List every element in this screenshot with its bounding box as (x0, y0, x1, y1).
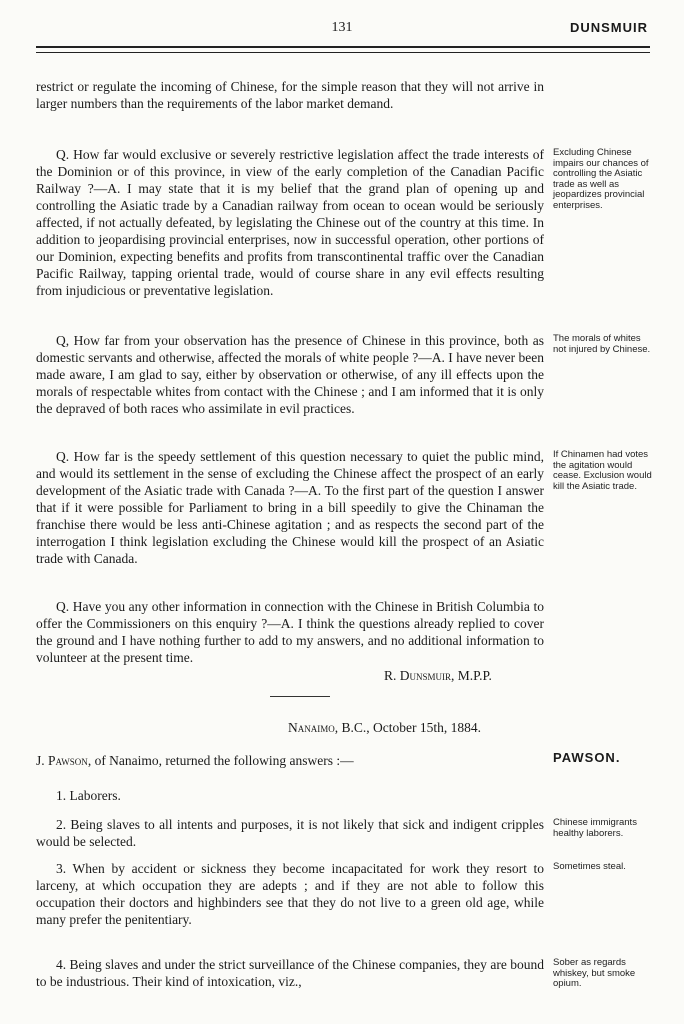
paragraph-text: Q. Have you any other information in connection with the Chinese in British Columbia to offer the Commissioners on this enquiry ?—A. I think the questions already replied to cover the ground and I have nothing further to add to my answers, and no additional information to volunteer at the present time. (36, 599, 544, 665)
question-settlement (36, 448, 544, 567)
margin-note: If Chinamen had votes the agitation would cease. Exclusion would kill the Asiatic trade. (553, 449, 652, 492)
witness-name: Pawson (48, 753, 88, 768)
intro-prefix: J. (36, 753, 49, 768)
answer-4 (36, 956, 544, 990)
paragraph-text: Q, How far from your observation has the presence of Chinese in this province, both as domestic servants and otherwise, affected the morals of white people ?—A. I have never been made aware, I am glad to say, either by observation or otherwise, of any ill effects upon the morals of respectable whites from contact with the Chinese ; and I am informed that it is only the depraved of both races who assimilate in evil practices. (36, 333, 544, 416)
paragraph-text: 3. When by accident or sickness they become incapacitated for work they resort to larceny, at which occupation they are adepts ; and if they are not able to follow this occupation their doctors and highbinders see that they do not live to a green old age, while many prefer the penitentiary. (36, 861, 544, 927)
answer-3 (36, 860, 544, 928)
paragraph-text: restrict or regulate the incoming of Chinese, for the simple reason that they will not arrive in larger numbers than the requirements of the labor market demand. (36, 79, 544, 111)
paragraph-continuation (36, 78, 544, 112)
speaker-heading: PAWSON. (553, 750, 621, 765)
paragraph-text: 4. Being slaves and under the strict surveillance of the Chinese companies, they are bound to be industrious. Their kind of intoxication, viz., (36, 957, 544, 989)
margin-note: Sober as regards whiskey, but smoke opium. (553, 957, 636, 989)
signature-suffix: , M.P.P. (451, 668, 492, 683)
answer-2 (36, 816, 544, 850)
answer-1 (36, 787, 544, 804)
question-other-information (36, 598, 544, 666)
question-trade-interests (36, 146, 544, 299)
intro-rest: , of Nanaimo, returned the following answers :— (87, 753, 354, 768)
page-number: 131 (331, 20, 353, 35)
witness-intro (36, 752, 544, 769)
header-rule (36, 46, 650, 53)
margin-note: Chinese immigrants healthy laborers. (553, 817, 637, 839)
paragraph-text (36, 752, 544, 769)
signature-name: R. Dunsmuir (384, 668, 452, 683)
dateline (288, 720, 481, 736)
signature (384, 668, 492, 684)
paragraph-text: 2. Being slaves to all intents and purposes, it is not likely that sick and indigent cripples would be selected. (36, 817, 544, 849)
dateline-rest: , B.C., October 15th, 1884. (334, 720, 481, 735)
paragraph-text: 1. Laborers. (56, 788, 121, 803)
paragraph-text: Q. How far would exclusive or severely restrictive legislation affect the trade interests of the Dominion or of this province, in view of the early completion of the Canadian Pacific Railway ?—A. I may state that it is my belief that the grand plan of opening up and controlling the Asiatic trade by a Canadian railway from ocean to ocean would be seriously affected, if not actually defeated, by legislating the Chinese out of the country at this time. In addition to jeopardising provincial enterprises, now in successful operation, other portions of our Dominion, expecting benefits and profits from transcontinental traffic over the Canadian Pacific Railway, tapping oriental trade, would of course share in any evil effects resulting from injudicious or preventative legislation. (36, 147, 544, 298)
running-head: DUNSMUIR (569, 20, 648, 35)
margin-note: The morals of whites not injured by Chinese. (553, 333, 651, 355)
paragraph-text: Q. How far is the speedy settlement of this question necessary to quiet the public mind, and would its settlement in the sense of excluding the Chinese affect the prospect of an early development of the Asiatic trade with Canada ?—A. To the first part of the question I answer that if it were possible for Parliament to bring in a bill speedily to give the Chinaman the franchise there would be less anti-Chinese agitation ; and as respects the second part of the interrogation I think legislation excluding the Chinese would kill the prospect of an Asiatic trade with Canada. (36, 449, 544, 566)
margin-note: Sometimes steal. (553, 861, 626, 872)
question-morals (36, 332, 544, 417)
section-divider (270, 696, 330, 697)
margin-note: Excluding Chinese impairs our chances of controlling the Asiatic trade as well as jeopardizes provincial enterprises. (553, 147, 649, 211)
dateline-place: Nanaimo (288, 720, 335, 735)
